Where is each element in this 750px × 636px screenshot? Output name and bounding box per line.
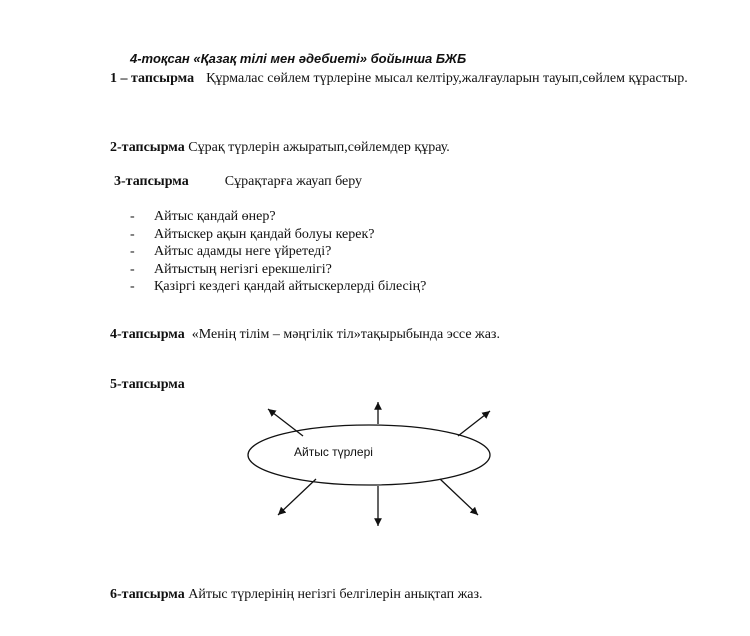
task-4-label: 4-тапсырма <box>110 327 185 342</box>
list-item: - Айтыс адамды неге үйретеді? <box>130 244 332 259</box>
question-text: Айтыс қандай өнер? <box>154 209 276 224</box>
task-1-text: Құрмалас сөйлем түрлеріне мысал келтіру,жалғауларын тауып,сөйлем құрастыр. <box>206 71 688 86</box>
question-text: Айтыс адамды неге үйретеді? <box>154 244 332 259</box>
arrow-bottom-left <box>278 479 316 515</box>
list-item: - Айтыстың негізгі ерекшелігі? <box>130 261 332 277</box>
arrow-bottom-right <box>440 479 478 515</box>
task-2-label: 2-тапсырма <box>110 140 185 155</box>
task-2-text: Сұрақ түрлерін ажыратып,сөйлемдер құрау. <box>188 140 450 155</box>
arrow-top-left <box>268 409 303 436</box>
list-item: - Айтыс қандай өнер? <box>130 209 276 224</box>
task-3-label: 3-тапсырма <box>114 174 189 189</box>
question-text: Айтыстың негізгі ерекшелігі? <box>154 261 332 277</box>
diagram-center-label: Айтыс түрлері <box>294 445 373 459</box>
list-item: - Айтыскер ақын қандай болуы керек? <box>130 226 375 242</box>
page-title: 4-тоқсан «Қазақ тілі мен әдебиеті» бойынша БЖБ <box>130 51 467 66</box>
task-5-label: 5-тапсырма <box>110 377 185 392</box>
task-1-label: 1 – тапсырма <box>110 71 195 86</box>
task-6-label: 6-тапсырма <box>110 587 185 602</box>
question-text: Қазіргі кездегі қандай айтыскерлерді білесің? <box>154 279 427 294</box>
task-4-text: «Менің тілім – мәңгілік тіл»тақырыбында эссе жаз. <box>191 327 500 342</box>
task-6 <box>110 586 483 604</box>
task-3-text: Сұрақтарға жауап беру <box>224 174 363 189</box>
arrow-top-right <box>458 411 490 436</box>
task-6-text: Айтыс түрлерінің негізгі белгілерін анықтап жаз. <box>188 587 483 602</box>
question-text: Айтыскер ақын қандай болуы керек? <box>154 226 375 242</box>
list-item: - Қазіргі кездегі қандай айтыскерлерді білесің? <box>130 279 427 294</box>
